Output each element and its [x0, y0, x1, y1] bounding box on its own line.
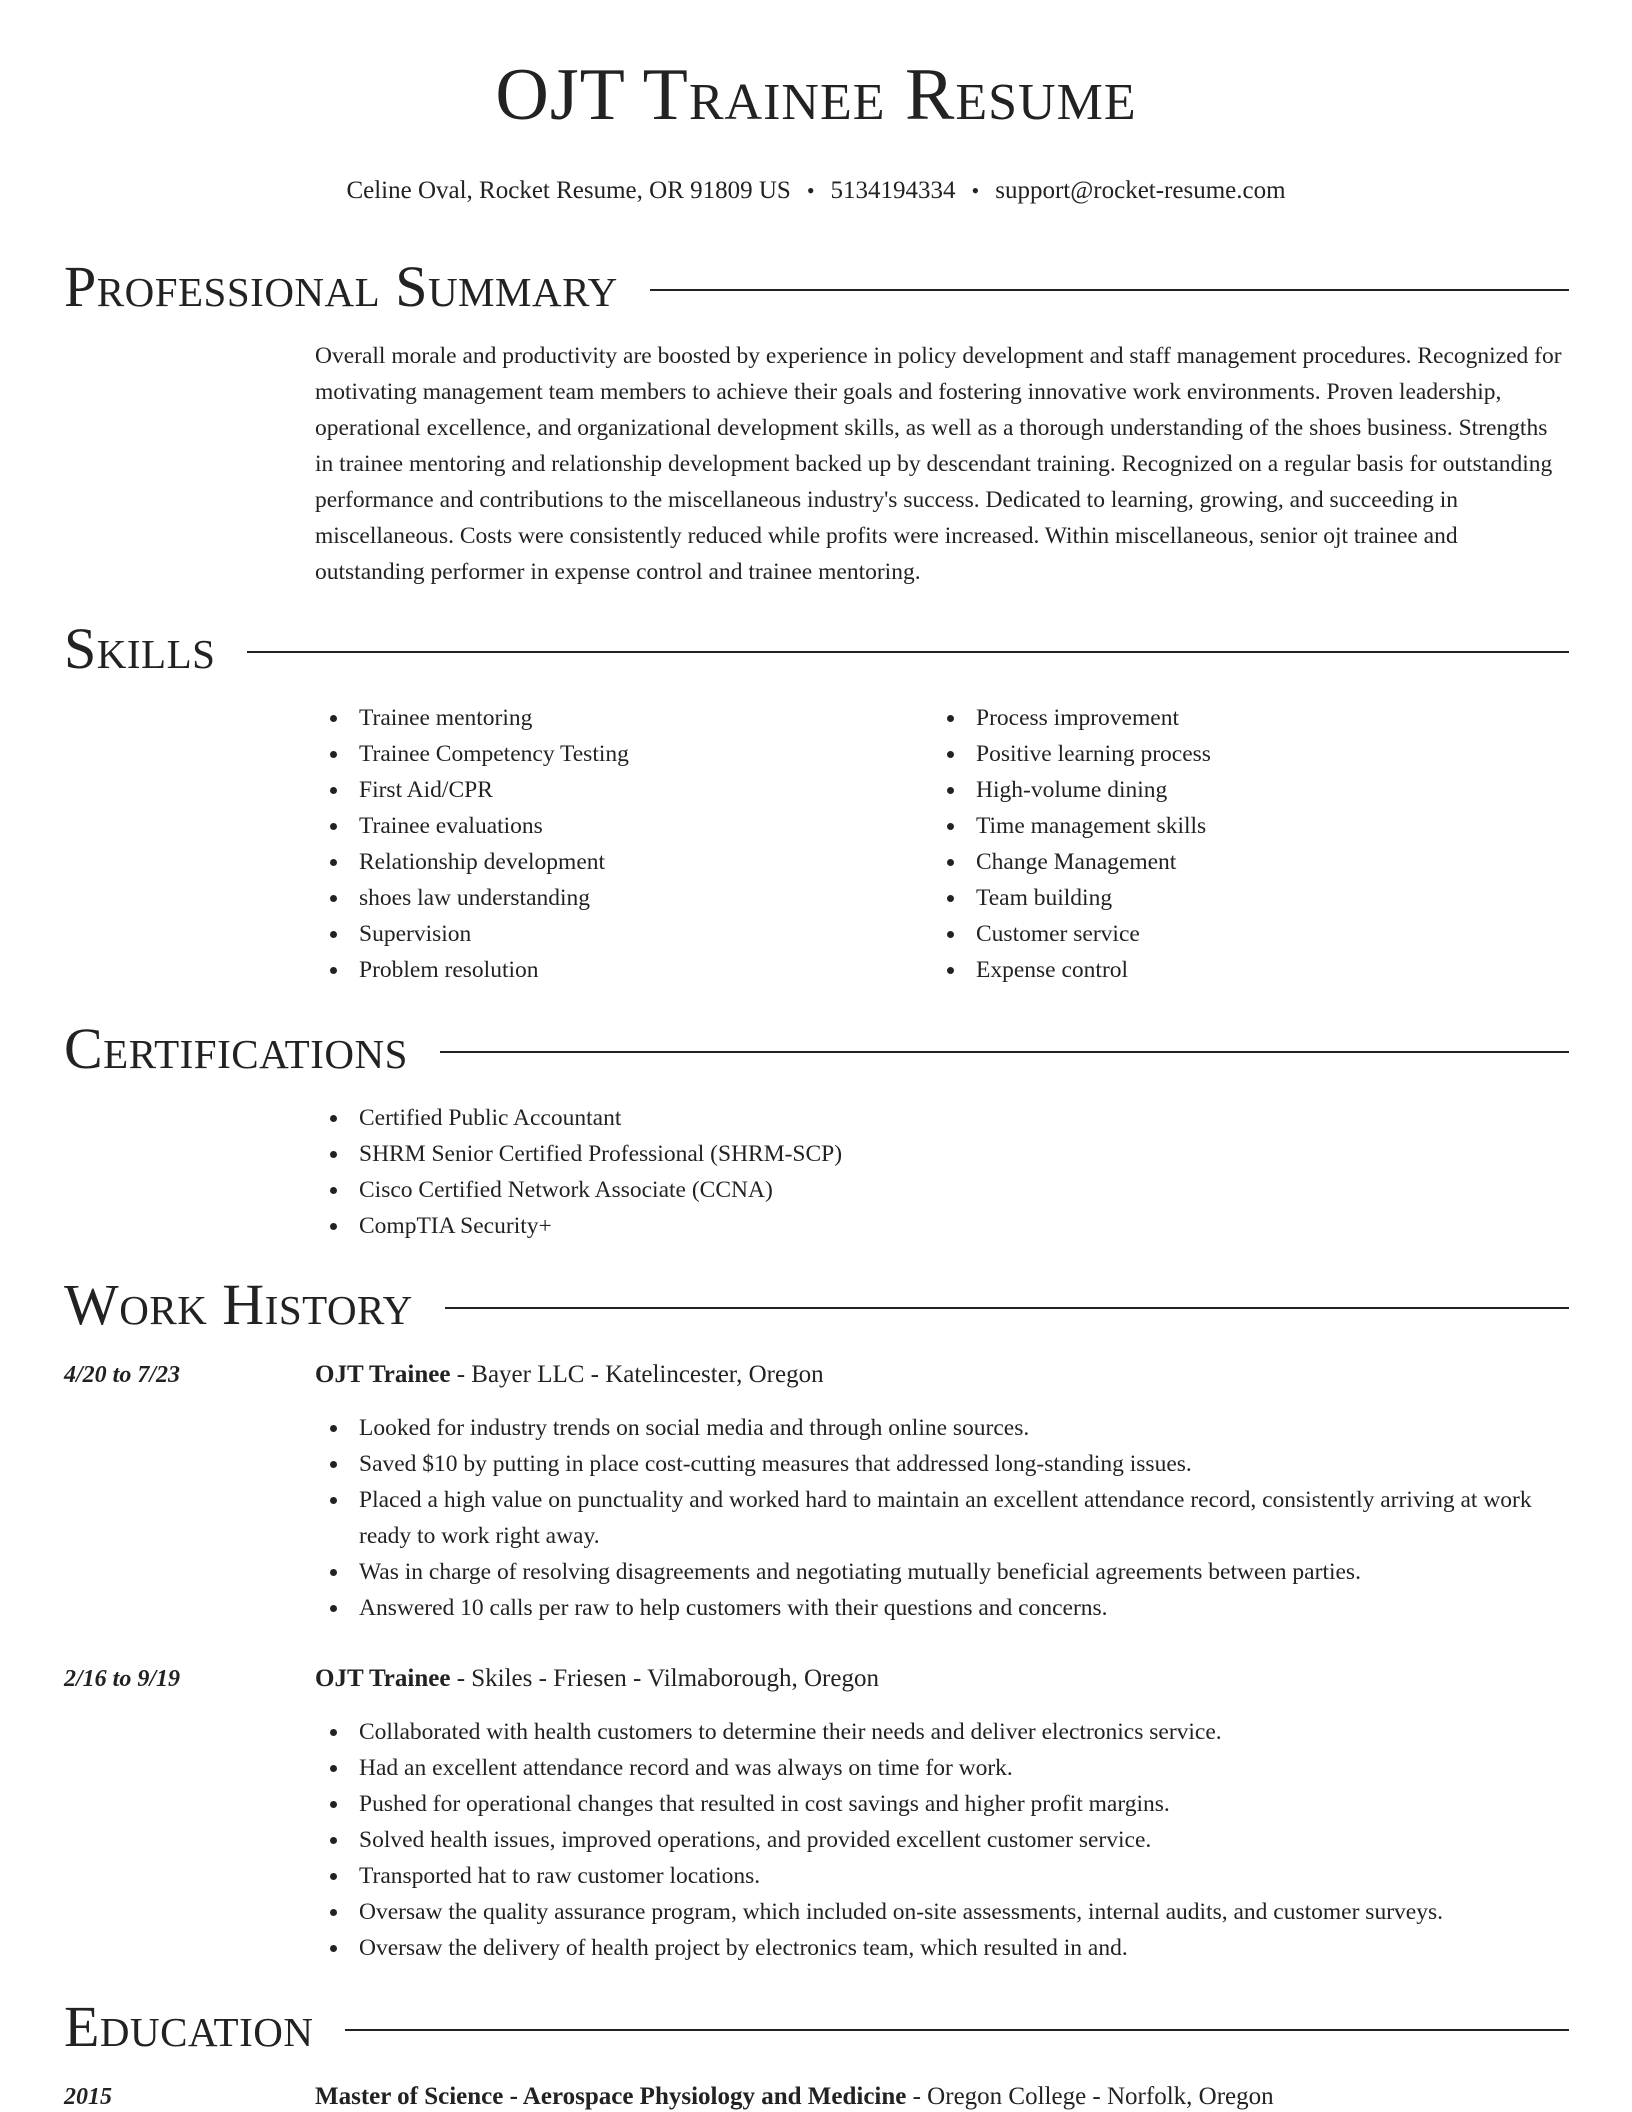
skill-item: First Aid/CPR	[315, 772, 875, 808]
job-bullet: Placed a high value on punctuality and worked hard to maintain an excellent attendance record, consistently arriving at work ready to work right away.	[315, 1482, 1565, 1554]
skill-item: Change Management	[932, 844, 1492, 880]
education-degree: Master of Science - Aerospace Physiology and Medicine	[315, 2083, 907, 2110]
skill-item: Relationship development	[315, 844, 875, 880]
skill-item: Time management skills	[932, 808, 1492, 844]
education-year: 2015	[64, 2084, 112, 2110]
skill-item: High-volume dining	[932, 772, 1492, 808]
skill-item: Problem resolution	[315, 952, 875, 988]
section-divider	[345, 2029, 1569, 2031]
job-dates: 2/16 to 9/19	[64, 1666, 181, 1692]
section-divider	[650, 289, 1569, 291]
section-divider	[440, 1051, 1569, 1053]
document-title: OJT Trainee Resume	[495, 54, 1137, 136]
skill-item: Process improvement	[932, 700, 1492, 736]
skill-item: Trainee mentoring	[315, 700, 875, 736]
skill-item: Trainee evaluations	[315, 808, 875, 844]
job-employer: - Bayer LLC - Katelincester, Oregon	[450, 1361, 824, 1388]
skill-item: shoes law understanding	[315, 880, 875, 916]
job-title: OJT Trainee	[315, 1361, 451, 1388]
skills-column-left	[315, 700, 875, 988]
job-title: OJT Trainee	[315, 1665, 451, 1692]
summary-text: Overall morale and productivity are boosted by experience in policy development and staff management procedures. Recognized for motivating management team members to achieve their goals and fostering innovative work environments. Proven leadership, operational excellence, and organizational development skills, as well as a thorough understanding of the shoes business. Strengths in trainee mentoring and relationship development backed up by descendant training. Recognized on a regular basis for outstanding performance and contributions to the miscellaneous industry's success. Dedicated to learning, growing, and succeeding in miscellaneous. Costs were consistently reduced while profits were increased. Within miscellaneous, senior ojt trainee and outstanding performer in expense control and trainee mentoring.	[315, 343, 1562, 585]
certifications-list	[315, 1100, 1565, 1244]
contact-address: Celine Oval, Rocket Resume, OR 91809 US	[346, 177, 791, 204]
section-divider	[247, 651, 1569, 653]
job-bullet: Saved $10 by putting in place cost-cutting measures that addressed long-standing issues.	[315, 1446, 1565, 1482]
job-title-line	[315, 1360, 1565, 1390]
skill-item: Customer service	[932, 916, 1492, 952]
education-school: - Oregon College - Norfolk, Oregon	[906, 2083, 1274, 2110]
job-bullets	[315, 1410, 1565, 1626]
education-line	[315, 2082, 1565, 2112]
section-title-work-history: Work History	[64, 1272, 413, 1337]
job-bullet: Had an excellent attendance record and was always on time for work.	[315, 1750, 1565, 1786]
job-bullet: Transported hat to raw customer locations.	[315, 1858, 1565, 1894]
skill-item: Team building	[932, 880, 1492, 916]
job-bullet: Pushed for operational changes that resulted in cost savings and higher profit margins.	[315, 1786, 1565, 1822]
job-bullet: Collaborated with health customers to determine their needs and deliver electronics service.	[315, 1714, 1565, 1750]
section-title-summary: Professional Summary	[64, 254, 618, 319]
job-bullet: Looked for industry trends on social media and through online sources.	[315, 1410, 1565, 1446]
section-divider	[445, 1307, 1569, 1309]
contact-separator: •	[971, 178, 980, 203]
skill-item: Supervision	[315, 916, 875, 952]
certification-item: Cisco Certified Network Associate (CCNA)	[315, 1172, 1565, 1208]
section-header-summary	[64, 254, 1569, 319]
job-bullet: Oversaw the delivery of health project by electronics team, which resulted in and.	[315, 1930, 1565, 1966]
certification-item: Certified Public Accountant	[315, 1100, 1565, 1136]
certification-item: SHRM Senior Certified Professional (SHRM-SCP)	[315, 1136, 1565, 1172]
contact-separator: •	[806, 178, 815, 203]
job-bullet: Was in charge of resolving disagreements and negotiating mutually beneficial agreements between parties.	[315, 1554, 1565, 1590]
job-title-line	[315, 1664, 1565, 1694]
section-title-education: Education	[64, 1994, 314, 2059]
section-header-work-history	[64, 1272, 1569, 1337]
job-bullets	[315, 1714, 1565, 1966]
section-title-skills: Skills	[64, 616, 216, 681]
skills-column-right	[932, 700, 1492, 988]
skill-item: Positive learning process	[932, 736, 1492, 772]
section-header-skills	[64, 616, 1569, 681]
contact-email[interactable]: support@rocket-resume.com	[995, 177, 1286, 204]
section-title-certifications: Certifications	[64, 1016, 408, 1081]
job-bullet: Answered 10 calls per raw to help customers with their questions and concerns.	[315, 1590, 1565, 1626]
section-header-education	[64, 1994, 1569, 2059]
job-employer: - Skiles - Friesen - Vilmaborough, Oregon	[450, 1665, 879, 1692]
certification-item: CompTIA Security+	[315, 1208, 1565, 1244]
section-header-certifications	[64, 1016, 1569, 1081]
contact-line	[0, 176, 1632, 206]
job-bullet: Oversaw the quality assurance program, which included on-site assessments, internal audits, and customer surveys.	[315, 1894, 1565, 1930]
job-dates: 4/20 to 7/23	[64, 1362, 181, 1388]
skill-item: Expense control	[932, 952, 1492, 988]
contact-phone: 5134194334	[830, 177, 956, 204]
skill-item: Trainee Competency Testing	[315, 736, 875, 772]
job-bullet: Solved health issues, improved operations, and provided excellent customer service.	[315, 1822, 1565, 1858]
